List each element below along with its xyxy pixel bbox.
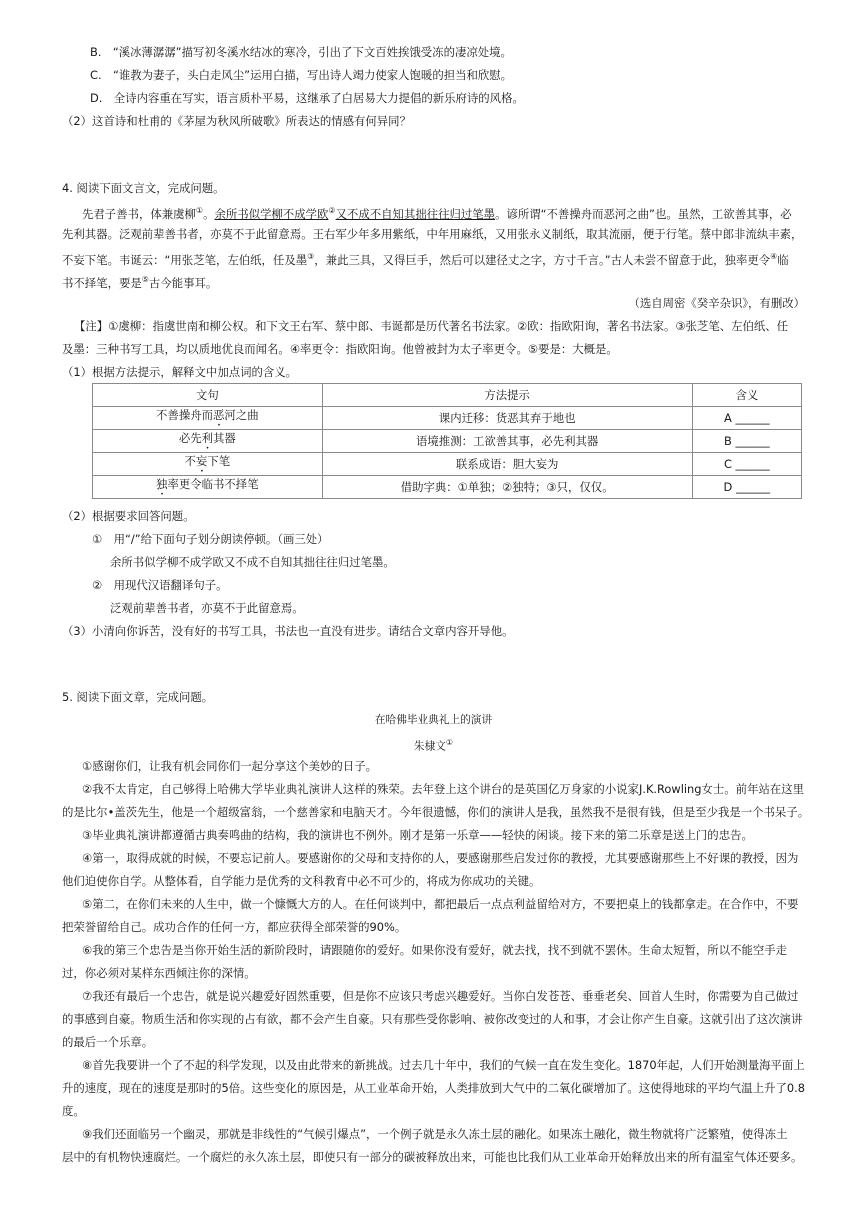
q4-p3-sup2: ④	[770, 252, 778, 261]
table-row	[93, 476, 802, 499]
table-cell-hint: 借助字典：①单独；②独特；③只，仅仅。	[322, 476, 692, 499]
article-line: 层中的有机物快速腐烂。一个腐烂的永久冻土层，即使只有一部分的碳被释放出来，可能也比我们从工业革命开始释放出来的所有温室气体还要多。	[62, 1150, 803, 1164]
table-header-row	[93, 384, 802, 407]
table-row	[93, 430, 802, 453]
table-cell-meaning[interactable]: D ______	[692, 476, 801, 499]
table-cell-meaning[interactable]: B ______	[692, 430, 801, 453]
table-cell-meaning[interactable]: C ______	[692, 453, 801, 476]
method-table	[92, 383, 802, 499]
sentence-part: 不	[184, 454, 196, 468]
q4-sub3: （3）小清向你诉苦，没有好的书写工具，书法也一直没有进步。请结合文章内容开导他。	[62, 624, 514, 638]
q4-p1-c: 。谚所谓“不善操舟而恶河之曲”也。虽然，工欲善其事，必	[495, 206, 792, 221]
table-cell-sentence	[93, 453, 323, 476]
q4-source: （选自周密《癸辛杂识》，有删改）	[628, 296, 805, 310]
table-cell-hint: 语境推测：工欲善其事，必先利其器	[322, 430, 692, 453]
q4-p1-b: 。	[203, 206, 215, 221]
article-line: 的是比尔•盖茨先生，他是一个超级富翁，一个慈善家和电脑天才。今年很遗憾，你们的演讲人是我，虽然我不是很有钱，但是至少我是一个书呆子。	[62, 805, 810, 819]
q4-title: 4. 阅读下面文言文，完成问题。	[62, 181, 225, 195]
author-sup: ①	[445, 738, 454, 747]
article-line: ⑨我们还面临另一个幽灵，那就是非线性的“气候引爆点”，一个例子就是永久冻土层的融化。如果冻土融化，微生物就将广泛繁殖，使得冻土	[82, 1127, 788, 1141]
article-line: ⑤第二，在你们未来的人生中，做一个慷慨大方的人。在任何谈判中，都把最后一点点利益留给对方，不要把桌上的钱都拿走。在合作中，不要	[82, 897, 799, 911]
article-line: ④第一，取得成就的时候，不要忘记前人。要感谢你的父母和支持你的人，要感谢那些启发过你的教授，尤其要感谢那些上不好课的教授，因为	[82, 851, 799, 865]
table-cell-sentence	[93, 430, 323, 453]
q4-sub2-2-text: 泛观前辈善书者，亦莫不于此留意焉。	[110, 601, 304, 615]
article-line: ⑧首先我要讲一个了不起的科学发现，以及由此带来的新挑战。过去几十年中，我们的气候一直在发生变化。1870年起，人们开始测量海平面上	[82, 1058, 805, 1072]
q4-passage-line-2: 先利其器。泛观前辈善书者，亦莫不于此留意焉。王右军少年多用紫纸，中年用麻纸，又用张永义制纸，取其流丽，便于行笔。蔡中郎非流纨丰素，	[62, 227, 803, 241]
article-line: 他们迫使你自学。从整体看，自学能力是优秀的文科教育中必不可少的，将成为你成功的关键。	[62, 874, 541, 888]
article-line: 把荣誉留给自己。成功合作的任何一方，都应获得全部荣誉的90%。	[62, 920, 407, 934]
table-row	[93, 407, 802, 430]
article-line: ⑦我还有最后一个忠告，就是说兴趣爱好固然重要，但是你不应该只考虑兴趣爱好。当你白发苍苍、垂垂老矣、回首人生时，你需要为自己做过	[82, 989, 799, 1003]
sentence-part: 其器	[213, 431, 236, 445]
table-header: 方法提示	[322, 384, 692, 407]
sentence-part: 河之曲	[224, 408, 259, 422]
article-line: 的最后一个乐章。	[62, 1035, 154, 1049]
q4-p1-a: 先君子善书，体兼虞柳	[82, 206, 196, 221]
author-name: 朱棣文	[413, 739, 446, 753]
table-cell-meaning[interactable]: A ______	[692, 407, 801, 430]
q4-sub1: （1）根据方法提示，解释文中加点词的含义。	[62, 365, 298, 379]
table-header: 文句	[93, 384, 323, 407]
article-line: 过，你必须对某样东西倾注你的深情。	[62, 966, 256, 980]
q4-note-1: 【注】①虞柳：指虞世南和柳公权。和下文王右军、蔡中郎、韦诞都是历代著名书法家。②欧：指欧阳询，著名书法家。③张芝笔、左伯纸、任	[74, 319, 789, 333]
sentence-part: 必先	[178, 431, 202, 445]
dotted-word: 恶	[213, 408, 225, 422]
q4-p4-sup: ⑤	[141, 275, 149, 284]
q4-sub2-1-text: 余所书似学柳不成学欧又不成不自知其拙往往归过笔墨。	[110, 555, 395, 569]
q4-passage-line-4	[62, 272, 217, 291]
article-title: 在哈佛毕业典礼上的演讲	[374, 713, 493, 726]
table-header: 含义	[692, 384, 801, 407]
option-b: B. “溪冰薄潺潺”描写初冬溪水结冰的寒冷，引出了下文百姓挨饿受冻的凄凉处境。	[90, 45, 512, 59]
table-cell-hint: 联系成语：胆大妄为	[322, 453, 692, 476]
q4-sub2-1: ① 用“/”给下面句子划分朗读停顿。（画三处）	[92, 532, 329, 546]
q4-p4-a: 书不择笔，要是	[62, 275, 142, 290]
q3-sub2: （2）这首诗和杜甫的《茅屋为秋风所破歌》所表达的情感有何异同？	[62, 114, 411, 128]
sentence-part: 率更令临书不择笔	[167, 477, 259, 491]
article-line: 的事感到自豪。物质生活和你实现的占有欲，都不会产生自豪。只有那些受你影响、被你改变过的人和事，才会让你产生自豪。这就引出了这次演讲	[62, 1012, 803, 1026]
article-line: ①感谢你们，让我有机会同你们一起分享这个美妙的日子。	[82, 759, 377, 773]
option-d: D. 全诗内容重在写实，语言质朴平易，这继承了白居易大力提倡的新乐府诗的风格。	[90, 91, 524, 105]
dotted-word: 独	[156, 477, 168, 491]
article-line: 升的速度，现在的速度是那时的5倍。这些变化的原因是，从工业革命开始，人类排放到大气中的二氧化碳增加了。这使得地球的平均气温上升了0.8	[62, 1081, 805, 1095]
q4-p3-c: 临	[777, 252, 789, 267]
article-line: ③毕业典礼演讲都遵循古典奏鸣曲的结构，我的演讲也不例外。刚才是第一乐章——轻快的闲谈。接下来的第二乐章是送上门的忠告。	[82, 828, 753, 842]
q4-p3-sup: ③	[307, 252, 315, 261]
article-line: 度。	[62, 1104, 85, 1118]
q4-p4-b: 古今能事耳。	[148, 275, 218, 290]
table-cell-hint: 课内迁移：货恶其弃于地也	[322, 407, 692, 430]
dotted-word: 利	[201, 431, 214, 445]
table-cell-sentence	[93, 476, 323, 499]
q5-title: 5. 阅读下面文章，完成问题。	[62, 690, 214, 704]
table-cell-sentence	[93, 407, 323, 430]
q4-p3-a: 不妄下笔。韦诞云：“用张芝笔，左伯纸，任及墨	[62, 252, 308, 267]
q4-p1-underline-2: 又不成不自知其拙往往归过笔墨	[335, 206, 496, 221]
table-row	[93, 453, 802, 476]
sentence-part: 下笔	[207, 454, 231, 468]
q4-note-2: 及墨：三种书写工具，均以质地优良而闻名。④率更令：指欧阳询。他曾被封为太子率更令。⑤要是：大概是。	[62, 342, 618, 356]
q4-p1-sup2: ②	[328, 206, 336, 215]
option-c: C. “谁教为妻子，头白走风尘”运用白描，写出诗人竭力使家人饱暖的担当和欣慰。	[90, 68, 513, 82]
q4-passage-line-3	[62, 249, 789, 268]
q4-sub2-2: ② 用现代汉语翻译句子。	[92, 578, 228, 592]
article-author	[0, 735, 867, 755]
q4-passage-line-1	[82, 203, 792, 222]
q4-sub2: （2）根据要求回答问题。	[62, 509, 195, 523]
sentence-part: 不善操舟而	[156, 408, 213, 422]
q4-p1-underline-1: 余所书似学柳不成学欧	[214, 206, 329, 221]
q4-p1-sup1: ①	[195, 206, 204, 215]
article-line: ②我不太肯定，自己够得上哈佛大学毕业典礼演讲人这样的殊荣。去年登上这个讲台的是英国亿万身家的小说家J.K.Rowling女士。前年站在这里	[82, 782, 805, 796]
dotted-word: 妄	[195, 454, 208, 468]
article-line: ⑥我的第三个忠告是当你开始生活的新阶段时，请跟随你的爱好。如果你没有爱好，就去找，找不到就不罢休。生命太短暂，所以不能空手走	[82, 943, 788, 957]
q4-p3-b: ，兼此三具，又得巨手，然后可以建径丈之字，方寸千言。”古人未尝不留意于此，独率更令	[314, 252, 771, 267]
